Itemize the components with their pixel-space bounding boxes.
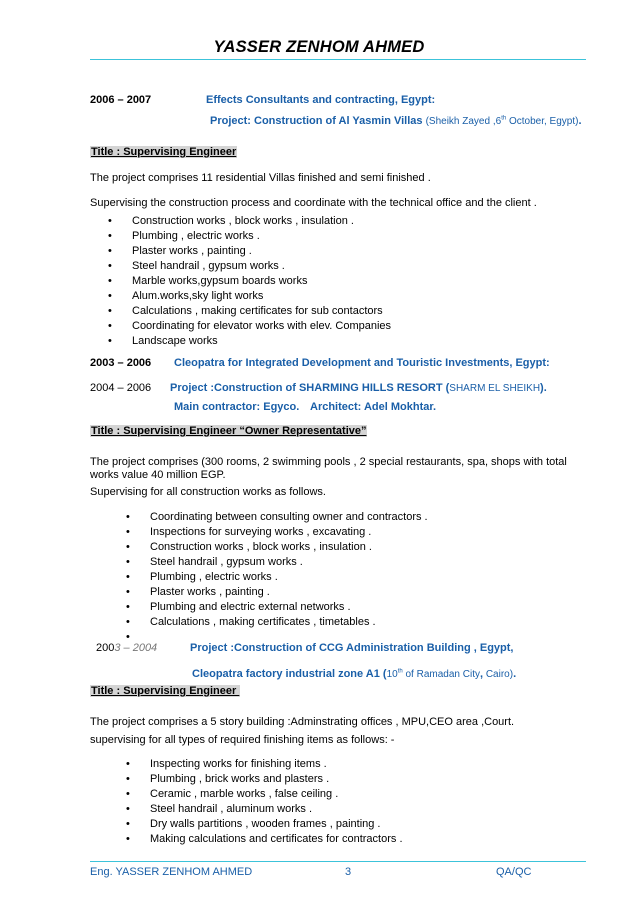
list-item: • Ceramic , marble works , false ceiling . <box>150 787 403 802</box>
job2-desc2: Supervising for all construction works as follows. <box>90 486 326 498</box>
list-item: • Plaster works , painting . <box>150 585 428 600</box>
job2-architect: Architect: Adel Mokhtar. <box>310 401 437 413</box>
job3-loc-city: Cairo) <box>483 669 514 680</box>
job1-location-sup: th <box>501 115 507 122</box>
list-item: • Steel handrail , gypsum works . <box>150 555 428 570</box>
job2-project <box>170 382 547 394</box>
list-item: • Making calculations and certificates for contractors . <box>150 832 403 847</box>
job3-loc-post: of Ramadan City <box>402 669 480 680</box>
job1-desc: The project comprises 11 residential Villas finished and semi finished . <box>90 172 431 184</box>
job1-desc2: Supervising the construction process and coordinate with the technical office and the client . <box>90 197 537 209</box>
job3-title: Title : Supervising Engineer <box>91 685 240 697</box>
footer-page-number: 3 <box>345 866 352 878</box>
job3-years <box>96 642 157 654</box>
job2-project-close: ). <box>540 382 547 394</box>
job1-title: Title : Supervising Engineer <box>91 146 237 158</box>
list-item: • Coordinating for elevator works with elev. Companies <box>132 319 391 334</box>
job2-contractor: Main contractor: Egyco. <box>174 401 300 413</box>
list-item: • Calculations , making certificates for sub contactors <box>132 304 391 319</box>
list-item: • Plaster works , painting . <box>132 244 391 259</box>
job1-title-line <box>90 146 237 158</box>
list-item: • Alum.works,sky light works <box>132 289 391 304</box>
job2-desc-line1: The project comprises (300 rooms, 2 swimming pools , 2 special restaurants, spa, shops with total <box>90 456 567 468</box>
job2-desc-line2: works value 40 million EGP. <box>90 469 226 481</box>
job2-sub-years: 2004 – 2006 <box>90 382 152 394</box>
list-item: • Coordinating between consulting owner and contractors . <box>150 510 428 525</box>
job1-years: 2006 – 2007 <box>90 94 152 106</box>
list-item: • Inspections for surveying works , excavating . <box>150 525 428 540</box>
page-header-name: YASSER ZENHOM AHMED <box>213 38 425 56</box>
job2-project-loc: SHARM EL SHEIKH <box>449 383 541 394</box>
job3-title-line <box>90 685 240 697</box>
job3-loc-sup: th <box>397 668 403 675</box>
job2-title-line <box>90 425 367 437</box>
list-item: • Plumbing and electric external networks . <box>150 600 428 615</box>
footer-name: Eng. YASSER ZENHOM AHMED <box>90 866 253 878</box>
job2-project-label: Project :Construction of SHARMING HILLS RESORT ( <box>170 382 450 394</box>
list-item: • Steel handrail , aluminum works . <box>150 802 403 817</box>
job1-project <box>210 115 582 127</box>
footer-dept: QA/QC <box>496 866 532 878</box>
job3-loc-dot: . <box>513 668 517 680</box>
list-item: • Dry walls partitions , wooden frames , painting . <box>150 817 403 832</box>
job1-company: Effects Consultants and contracting, Egypt: <box>206 94 436 106</box>
job3-list <box>150 757 403 847</box>
job1-location-pre: (Sheikh Zayed ,6 <box>425 116 502 127</box>
job1-project-label: Project: Construction of Al Yasmin Villas <box>210 115 423 127</box>
job3-years-b: 3 – 2004 <box>114 642 158 654</box>
job3-project: Project :Construction of CCG Administration Building , Egypt, <box>190 642 514 654</box>
job3-loc-comma: , <box>479 668 484 680</box>
list-item: • Calculations , making certificates , timetables . <box>150 615 428 630</box>
job1-list <box>132 214 391 349</box>
job2-years: 2003 – 2006 <box>90 357 152 369</box>
job3-location <box>192 668 516 680</box>
list-item: • Steel handrail , gypsum works . <box>132 259 391 274</box>
list-item: • Construction works , block works , insulation . <box>150 540 428 555</box>
job3-factory: Cleopatra factory industrial zone A1 ( <box>192 668 387 680</box>
footer-rule <box>90 861 586 862</box>
job1-location-dot: . <box>578 115 582 127</box>
list-item: • Plumbing , electric works . <box>132 229 391 244</box>
list-item: • Inspecting works for finishing items . <box>150 757 403 772</box>
list-item: • Marble works,gypsum boards works <box>132 274 391 289</box>
job2-company: Cleopatra for Integrated Development and Touristic Investments, Egypt: <box>174 357 550 369</box>
list-item: • Construction works , block works , insulation . <box>132 214 391 229</box>
list-item: • Plumbing , electric works . <box>150 570 428 585</box>
header-rule <box>90 59 586 60</box>
job3-years-a: 200 <box>96 642 115 654</box>
job3-desc2: supervising for all types of required finishing items as follows: - <box>90 734 395 746</box>
job2-title: Title : Supervising Engineer “Owner Representative” <box>91 425 367 437</box>
job1-location-post: October, Egypt) <box>506 116 579 127</box>
job3-loc-num: 10 <box>386 669 398 680</box>
list-item: • Plumbing , brick works and plasters . <box>150 772 403 787</box>
list-item: • Landscape works <box>132 334 391 349</box>
job3-desc: The project comprises a 5 story building :Adminstrating offices , MPU,CEO area ,Court. <box>90 716 515 728</box>
job2-list <box>150 510 428 645</box>
